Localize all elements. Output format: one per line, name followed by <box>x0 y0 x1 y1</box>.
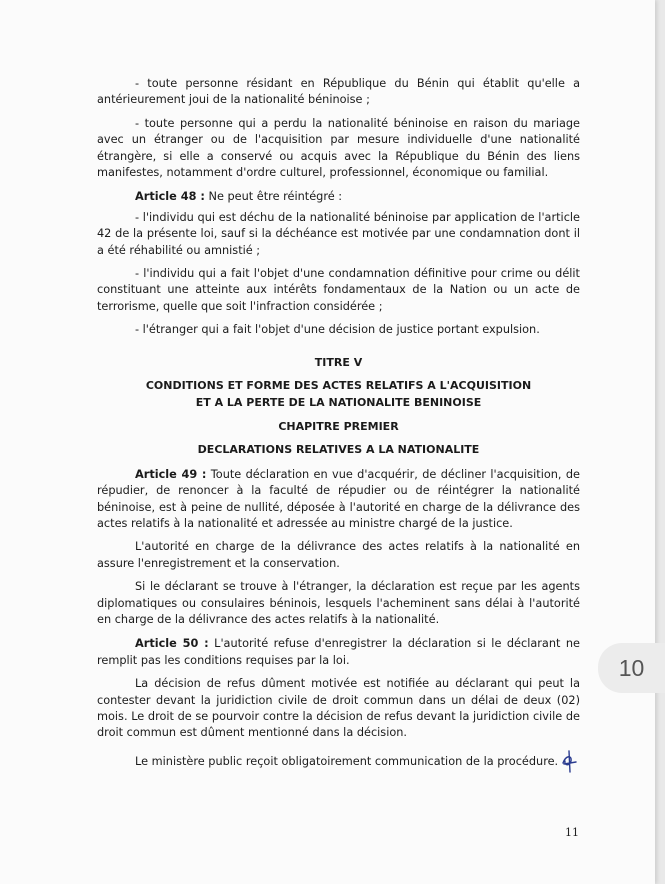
article-text: Ne peut être réintégré : <box>204 190 343 204</box>
chapter-subheading: DECLARATIONS RELATIVES A LA NATIONALITE <box>197 443 480 457</box>
article-48 <box>97 189 580 205</box>
document-body <box>97 76 580 780</box>
paragraph-final <box>97 749 580 773</box>
title-subheading-line1: CONDITIONS ET FORME DES ACTES RELATIFS A L'ACQUISITION <box>145 379 532 393</box>
paragraph: - l'individu qui a fait l'objet d'une condamnation définitive pour crime ou délit constituant une atteinte aux intérêts fondamentaux de la Nation ou un acte de terrorisme, quelle que soit l'infraction considérée ; <box>97 267 580 313</box>
article-label: Article 49 : <box>135 467 207 481</box>
paragraph: - l'individu qui est déchu de la nationalité béninoise par application de l'article 42 de la présente loi, sauf si la déchéance est motivée par une condamnation dont il a été réhabilité ou amnistié ; <box>97 210 580 257</box>
title-subheading-line2: ET A LA PERTE DE LA NATIONALITE BENINOISE <box>195 395 482 409</box>
chapter-heading: CHAPITRE PREMIER <box>278 419 399 433</box>
title-heading: TITRE V <box>314 355 363 369</box>
article-text: Toute déclaration en vue d'acquérir, de décliner l'acquisition, de répudier, de renoncer à la faculté de répudier ou de réintégrer la nationalité béninoise, est à peine de nullité, déposée à l'autorité en charge de la délivrance des actes relatifs à la nationalité et adressée au ministre chargé de la justice. <box>97 467 580 530</box>
paragraph: - toute personne résidant en République du Bénin qui établit qu'elle a antérieurement joui de la nationalité béninoise ; <box>97 77 580 107</box>
paragraph: - l'étranger qui a fait l'objet d'une décision de justice portant expulsion. <box>135 323 540 337</box>
paragraph: La décision de refus dûment motivée est notifiée au déclarant qui peut la contester devant la juridiction civile de droit commun dans un délai de deux (02) mois. Le droit de se pourvoir contre la décision de refus devant la juridiction civile de droit commun est dûment mentionné dans la décision. <box>97 677 580 740</box>
article-50 <box>97 636 580 669</box>
paragraph: - toute personne qui a perdu la nationalité béninoise en raison du mariage avec un étranger ou de l'acquisition par mesure individuelle d'une nationalité étrangère, si elle a conservé ou acquis avec la République du Bénin des liens manifestes, notamment d'ordre culturel, professionnel, économique ou familial. <box>97 116 580 180</box>
paragraph-text: Le ministère public reçoit obligatoirement communication de la procédure. <box>135 754 559 768</box>
paragraph: L'autorité en charge de la délivrance des actes relatifs à la nationalité en assure l'enregistrement et la conservation. <box>97 540 580 570</box>
article-label: Article 48 : <box>135 190 205 204</box>
article-49 <box>97 467 580 533</box>
handwritten-initials-icon <box>560 749 578 773</box>
page-number: 11 <box>565 826 579 839</box>
viewer-page-indicator[interactable]: 10 <box>598 643 665 693</box>
paragraph: Si le déclarant se trouve à l'étranger, la déclaration est reçue par les agents diplomatiques ou consulaires béninois, lesquels l'acheminent sans délai à l'autorité en charge de la délivrance des actes relatifs à la nationalité. <box>97 580 580 626</box>
article-text: L'autorité refuse d'enregistrer la déclaration si le déclarant ne remplit pas les conditions requises par la loi. <box>97 637 580 667</box>
article-label: Article 50 : <box>135 637 209 651</box>
